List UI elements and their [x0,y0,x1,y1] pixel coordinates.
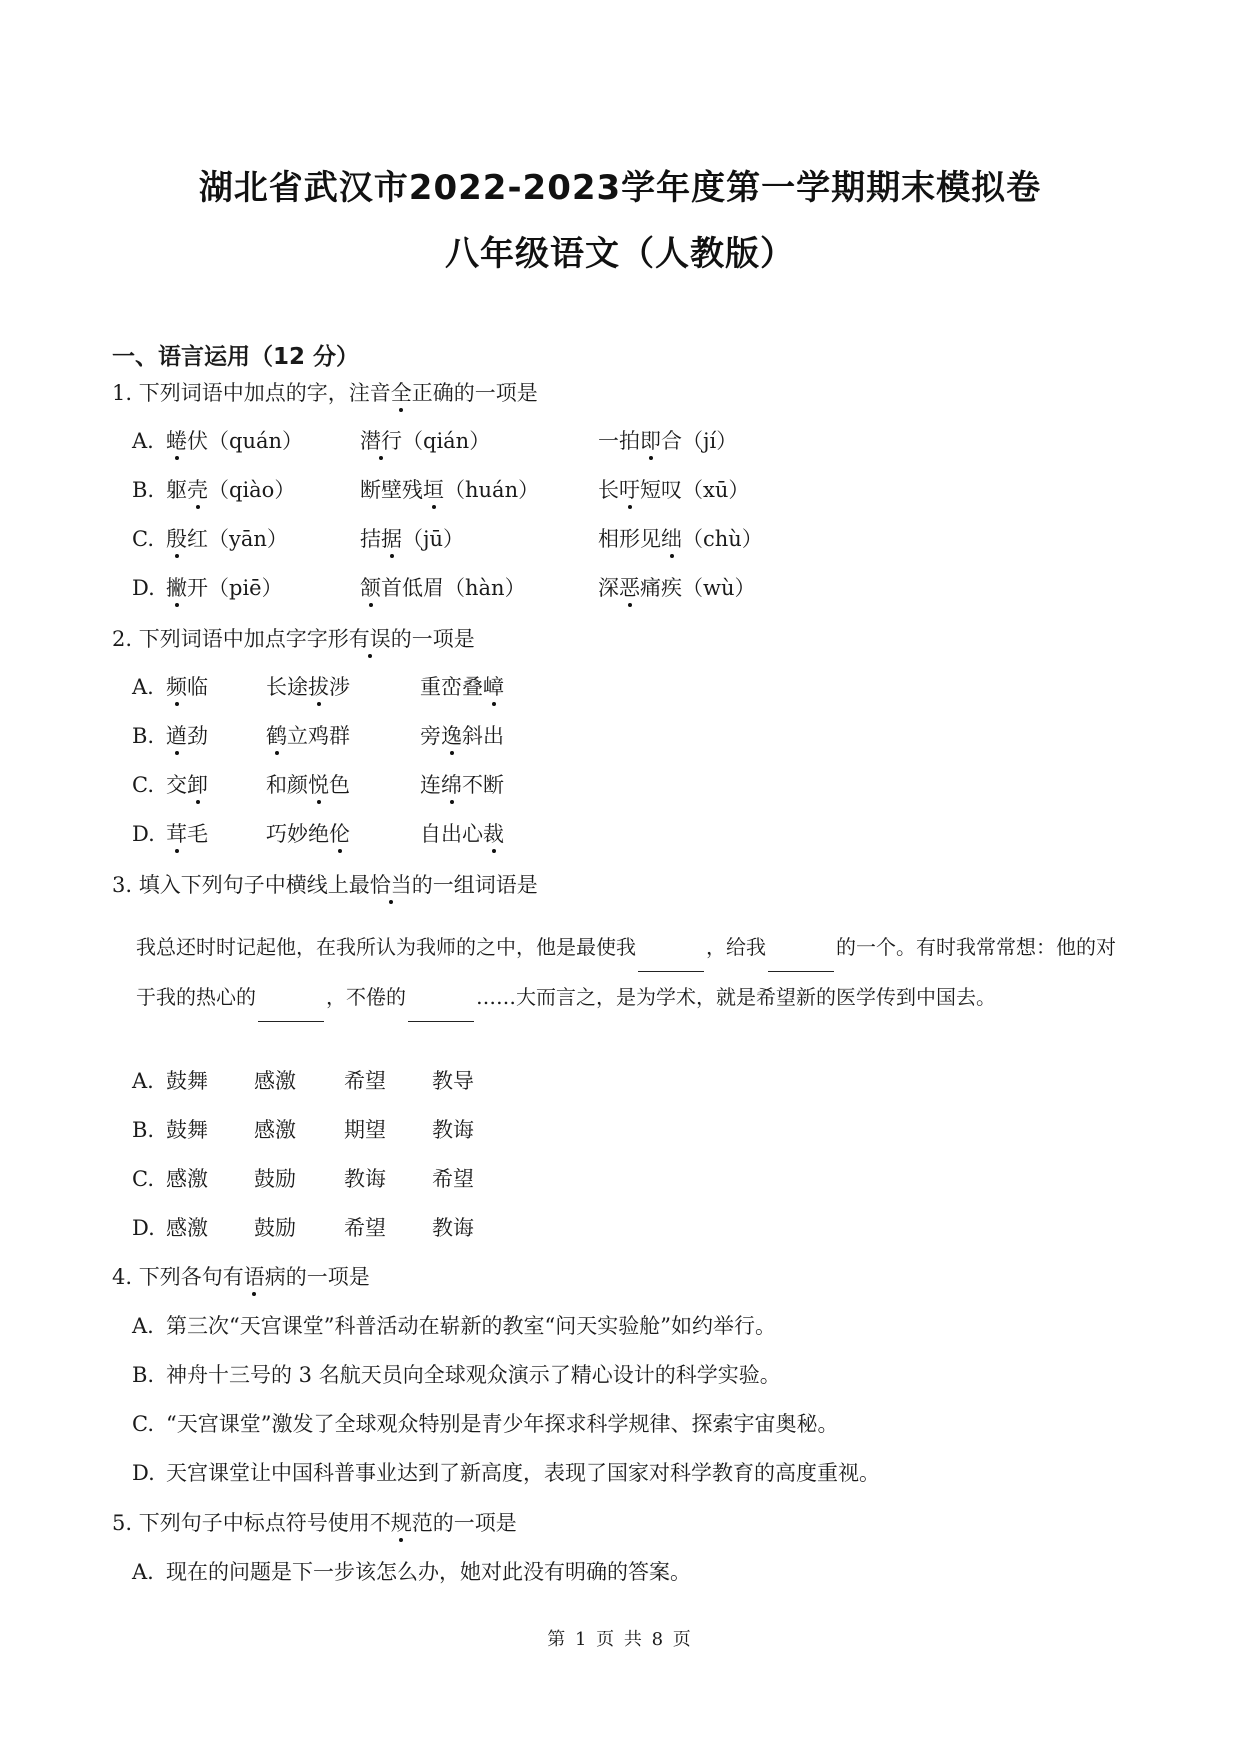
option-letter: D. [132,1461,155,1485]
option-letter: C. [132,527,154,551]
option-term: 断壁残垣（huán） [360,478,540,502]
option-word: 鼓励 [254,1216,296,1240]
option-text: 天宫课堂让中国科普事业达到了新高度，表现了国家对科学教育的高度重视。 [166,1461,880,1485]
option-word: 希望 [432,1167,474,1191]
option-letter: C. [132,1167,154,1191]
question-5-stem: 5. 下列句子中标点符号使用不规范的一项是 [112,1511,517,1535]
option-letter: A. [132,429,154,453]
option-term: 一拍即合（jí） [598,429,738,453]
question-4-stem: 4. 下列各句有语病的一项是 [112,1265,370,1289]
option-term: 撇开（piē） [166,576,283,600]
option-term: 巧妙绝伦 [266,822,350,846]
option-letter: B. [132,478,155,502]
page-footer: 第 1 页 共 8 页 [547,1629,693,1650]
option-word: 教诲 [344,1167,386,1191]
option-term: 颔首低眉（hàn） [360,576,526,600]
option-term: 自出心裁 [420,822,504,846]
question-2-stem: 2. 下列词语中加点字字形有误的一项是 [112,627,475,651]
option-letter: A. [132,675,154,699]
option-word: 鼓舞 [166,1118,208,1142]
option-letter: B. [132,724,155,748]
question-1-stem: 1. 下列词语中加点的字，注音全正确的一项是 [112,381,538,405]
option-term: 蜷伏（quán） [166,429,304,453]
option-word: 希望 [344,1069,386,1093]
option-term: 拮据（jū） [360,527,465,551]
option-word: 希望 [344,1216,386,1240]
option-text: “天宫课堂”激发了全球观众特别是青少年探求科学规律、探索宇宙奥秘。 [166,1412,839,1436]
option-term: 殷红（yān） [166,527,288,551]
option-letter: D. [132,1216,155,1240]
exam-title: 湖北省武汉市2022-2023学年度第一学期期末模拟卷 [198,168,1042,208]
option-term: 潜行（qián） [360,429,491,453]
option-term: 重峦叠嶂 [420,675,504,699]
option-text: 第三次“天宫课堂”科普活动在崭新的教室“问天实验舱”如约举行。 [166,1314,776,1338]
option-term: 相形见绌（chù） [598,527,763,551]
option-letter: D. [132,822,155,846]
option-word: 感激 [254,1118,296,1142]
option-term: 遒劲 [166,724,208,748]
option-term: 茸毛 [166,822,208,846]
exam-subtitle: 八年级语文（人教版） [445,234,795,274]
option-text: 神舟十三号的 3 名航天员向全球观众演示了精心设计的科学实验。 [166,1363,781,1387]
option-term: 深恶痛疾（wù） [598,576,756,600]
option-word: 感激 [166,1216,208,1240]
option-word: 感激 [166,1167,208,1191]
option-letter: C. [132,1412,154,1436]
option-letter: A. [132,1069,154,1093]
option-term: 连绵不断 [420,773,504,797]
option-term: 长吁短叹（xū） [598,478,750,502]
option-term: 躯壳（qiào） [166,478,296,502]
option-letter: A. [132,1560,154,1584]
option-word: 教诲 [432,1118,474,1142]
option-term: 鹤立鸡群 [266,724,350,748]
option-term: 旁逸斜出 [420,724,504,748]
option-word: 教诲 [432,1216,474,1240]
question-3-stem: 3. 填入下列句子中横线上最恰当的一组词语是 [112,873,538,897]
blank-3 [258,1001,324,1022]
option-term: 和颜悦色 [266,773,350,797]
question-3-passage: 我总还时时记起他，在我所认为我师的之中，他是最使我 ，给我 的一个。有时我常常想：他的对于我的热心的 ，不倦的 ……大而言之，是为学术，就是希望新的医学传到中国去。 [136,922,1126,1022]
blank-1 [638,951,704,972]
option-term: 频临 [166,675,208,699]
option-letter: A. [132,1314,154,1338]
option-term: 交卸 [166,773,208,797]
option-word: 鼓舞 [166,1069,208,1093]
section-heading: 一、语言运用（12 分） [112,344,360,370]
option-letter: B. [132,1363,155,1387]
blank-4 [408,1001,474,1022]
option-letter: D. [132,576,155,600]
option-letter: C. [132,773,154,797]
option-word: 期望 [344,1118,386,1142]
option-word: 感激 [254,1069,296,1093]
option-term: 长途拔涉 [266,675,350,699]
blank-2 [768,951,834,972]
option-text: 现在的问题是下一步该怎么办，她对此没有明确的答案。 [166,1560,691,1584]
option-word: 鼓励 [254,1167,296,1191]
option-letter: B. [132,1118,155,1142]
option-word: 教导 [432,1069,474,1093]
